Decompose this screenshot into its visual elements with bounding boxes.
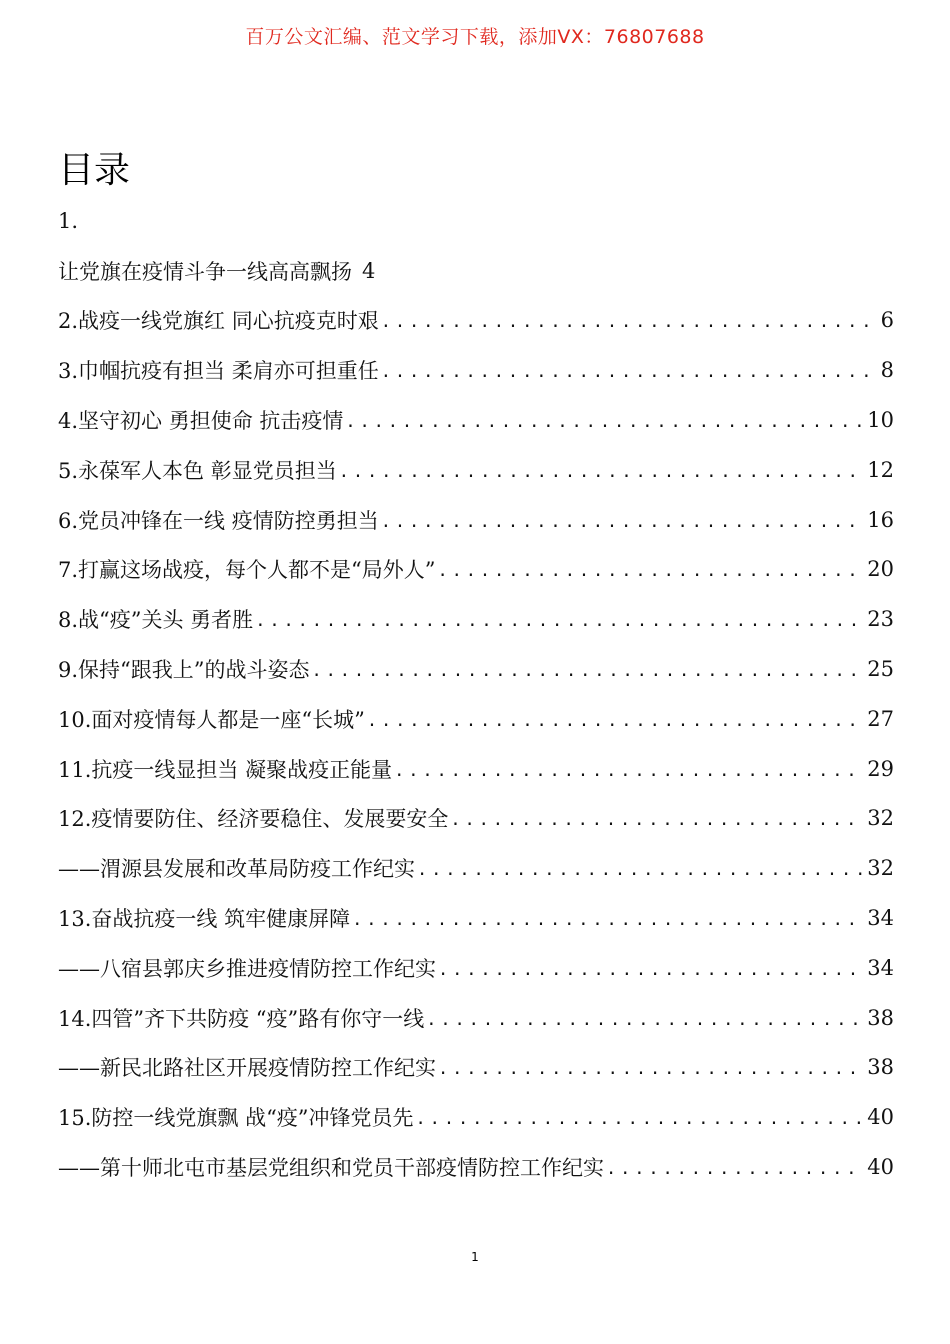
toc-entry-16[interactable] xyxy=(58,943,894,993)
toc-entry-page: 29 xyxy=(867,756,894,781)
toc-entry-label: 13.奋战抗疫一线 筑牢健康屏障 xyxy=(58,907,351,932)
toc-dot-leader xyxy=(367,711,864,731)
toc-dot-leader xyxy=(381,362,878,382)
toc-dot-leader xyxy=(438,1059,864,1079)
toc-dot-leader xyxy=(417,860,864,880)
page-number: 1 xyxy=(471,1250,479,1264)
toc-entry-1[interactable] xyxy=(58,196,894,246)
toc-entry-4[interactable] xyxy=(58,345,894,395)
toc-entry-label: ——新民北路社区开展疫情防控工作纪实 xyxy=(58,1056,436,1081)
toc-entry-20[interactable] xyxy=(58,1142,894,1192)
toc-entry-label: 14.四管”齐下共防疫 “疫”路有你守一线 xyxy=(58,1006,425,1031)
toc-entry-page: 32 xyxy=(867,856,894,881)
toc-entry-label: 3.巾帼抗疫有担当 柔肩亦可担重任 xyxy=(58,359,379,384)
toc-entry-11[interactable] xyxy=(58,694,894,744)
toc-entry-15[interactable] xyxy=(58,893,894,943)
toc-dot-leader xyxy=(438,960,864,980)
toc-entry-page: 38 xyxy=(867,1005,894,1030)
toc-entry-label: ——八宿县郭庆乡推进疫情防控工作纪实 xyxy=(58,956,436,981)
toc-dot-leader xyxy=(381,512,865,532)
toc-entry-13[interactable] xyxy=(58,794,894,844)
toc-entry-5[interactable] xyxy=(58,395,894,445)
toc-dot-leader xyxy=(381,312,878,332)
toc-entry-label: 4.坚守初心 勇担使命 抗击疫情 xyxy=(58,409,344,434)
toc-entry-page: 6 xyxy=(880,308,894,333)
toc-dot-leader xyxy=(438,561,865,581)
toc-dot-leader xyxy=(312,661,865,681)
toc-entry-label: 11.抗疫一线显担当 凝聚战疫正能量 xyxy=(58,757,393,782)
toc-entry-page: 20 xyxy=(867,557,894,582)
toc-entry-label: 15.防控一线党旗飘 战“疫”冲锋党员先 xyxy=(58,1106,414,1131)
toc-title: 目录 xyxy=(58,150,131,191)
toc-dot-leader xyxy=(345,412,864,432)
table-of-contents xyxy=(58,196,894,1192)
toc-entry-19[interactable] xyxy=(58,1092,894,1142)
toc-entry-page: 12 xyxy=(867,457,894,482)
toc-entry-8[interactable] xyxy=(58,545,894,595)
toc-entry-label: 6.党员冲锋在一线 疫情防控勇担当 xyxy=(58,508,379,533)
toc-entry-9[interactable] xyxy=(58,594,894,644)
toc-entry-page: 27 xyxy=(867,706,894,731)
toc-entry-page: 23 xyxy=(867,607,894,632)
toc-entry-page: 40 xyxy=(867,1105,894,1130)
toc-dot-leader xyxy=(352,910,864,930)
toc-entry-page: 34 xyxy=(867,955,894,980)
toc-entry-label: 9.保持“跟我上”的战斗姿态 xyxy=(58,658,310,683)
toc-dot-leader xyxy=(606,1159,864,1179)
toc-entry-page: 4 xyxy=(362,258,376,283)
toc-entry-page: 38 xyxy=(867,1055,894,1080)
toc-dot-leader xyxy=(255,611,864,631)
toc-entry-label: ——渭源县发展和改革局防疫工作纪实 xyxy=(58,857,415,882)
header-watermark: 百万公文汇编、范文学习下载，添加VX：76807688 xyxy=(245,26,705,48)
toc-entry-2[interactable] xyxy=(58,246,894,296)
toc-entry-3[interactable] xyxy=(58,296,894,346)
toc-dot-leader xyxy=(394,761,864,781)
toc-entry-page: 32 xyxy=(867,806,894,831)
toc-entry-label: 7.打赢这场战疫，每个人都不是“局外人” xyxy=(58,558,436,583)
toc-entry-label: 5.永葆军人本色 彰显党员担当 xyxy=(58,458,337,483)
toc-entry-label: 12.疫情要防住、经济要稳住、发展要安全 xyxy=(58,807,449,832)
toc-entry-7[interactable] xyxy=(58,495,894,545)
toc-entry-17[interactable] xyxy=(58,993,894,1043)
toc-entry-6[interactable] xyxy=(58,445,894,495)
toc-entry-12[interactable] xyxy=(58,744,894,794)
toc-entry-label: 2.战疫一线党旗红 同心抗疫克时艰 xyxy=(58,309,379,334)
toc-entry-10[interactable] xyxy=(58,644,894,694)
toc-entry-page: 8 xyxy=(880,358,894,383)
toc-entry-label: 8.战“疫”关头 勇者胜 xyxy=(58,608,254,633)
toc-entry-page: 34 xyxy=(867,906,894,931)
toc-entry-page: 40 xyxy=(867,1155,894,1180)
toc-entry-label: 10.面对疫情每人都是一座“长城” xyxy=(58,707,365,732)
toc-entry-label: 1. xyxy=(58,208,79,233)
toc-dot-leader xyxy=(426,1010,864,1030)
toc-entry-18[interactable] xyxy=(58,1043,894,1093)
toc-entry-label: 让党旗在疫情斗争一线高高飘扬 xyxy=(58,259,352,284)
toc-entry-page: 25 xyxy=(867,657,894,682)
toc-dot-leader xyxy=(450,810,864,830)
toc-dot-leader xyxy=(416,1109,865,1129)
toc-dot-leader xyxy=(339,462,865,482)
toc-entry-label: ——第十师北屯市基层党组织和党员干部疫情防控工作纪实 xyxy=(58,1156,604,1181)
toc-entry-page: 10 xyxy=(867,408,894,433)
toc-entry-page: 16 xyxy=(867,507,894,532)
toc-entry-14[interactable] xyxy=(58,843,894,893)
